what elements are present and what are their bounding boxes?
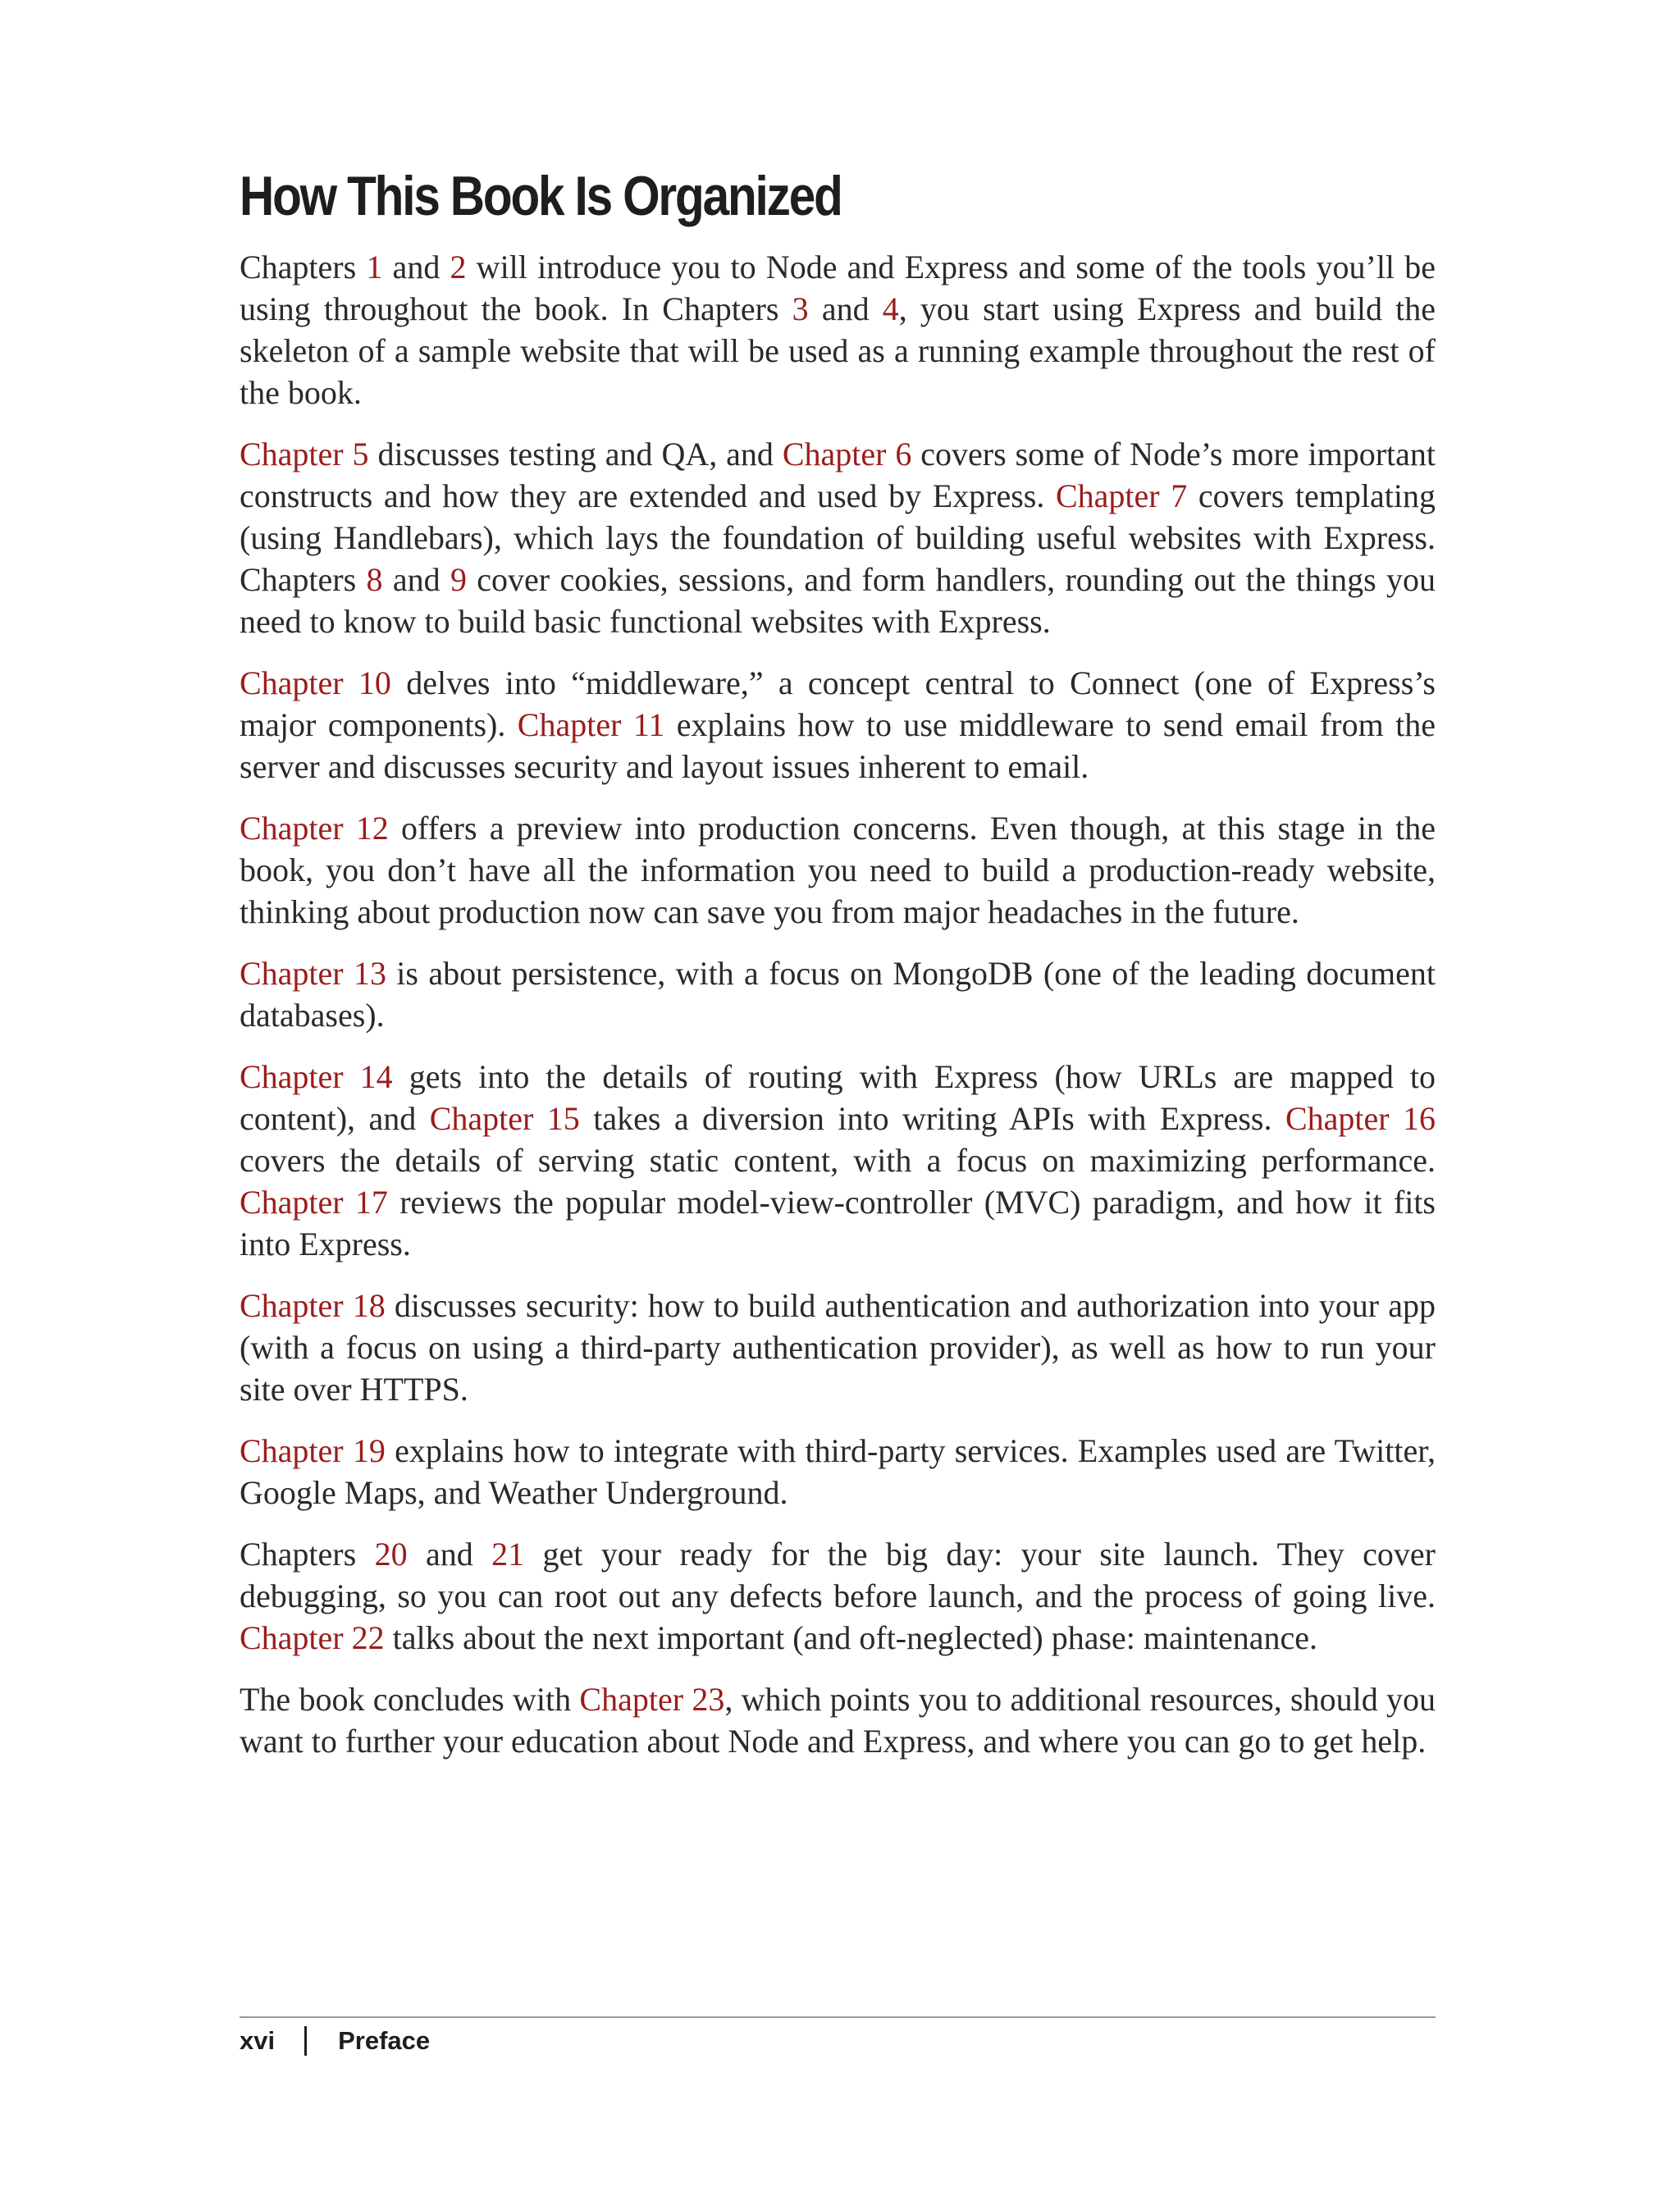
paragraph [240,1056,1436,1265]
body-text [240,246,1436,1762]
paragraph-text: takes a diversion into writing APIs with Express. [579,1100,1285,1138]
section-title: How This Book Is Organized [240,165,842,227]
chapter-link[interactable]: Chapter 17 [240,1184,388,1221]
paragraph [240,433,1436,642]
chapter-link[interactable]: 1 [366,249,383,286]
paragraph-text: discusses testing and QA, and [368,436,783,473]
paragraph-text: The book concludes with [240,1681,580,1719]
footer-section-name: Preface [338,2026,431,2055]
paragraph-text: explains how to use middleware to send email from the server and discusses security and layout issues inherent to email. [240,706,1436,786]
paragraph-text: is about persistence, with a focus on MongoDB (one of the leading document databases). [240,955,1436,1034]
chapter-link[interactable]: Chapter 19 [240,1432,386,1470]
footer-divider [240,2016,1436,2018]
paragraph-text: , which points you to additional resources, should you want to further your education about Node and Express, and where you can go to get help. [240,1681,1436,1760]
chapter-link[interactable]: Chapter 14 [240,1058,393,1096]
chapter-link[interactable]: 20 [374,1536,408,1573]
chapter-link[interactable]: Chapter 13 [240,955,386,993]
footer-separator [304,2026,307,2056]
paragraph-text: cover cookies, sessions, and form handlers, rounding out the things you need to know to build basic functional websites with Express. [240,561,1436,641]
paragraph-text: discusses security: how to build authentication and authorization into your app (with a focus on using a third-party authentication provider), as well as how to run your site over HTTPS. [240,1287,1436,1408]
chapter-link[interactable]: Chapter 15 [429,1100,580,1138]
paragraph-text: and [808,290,883,328]
paragraph-text: get your ready for the big day: your site launch. They cover debugging, so you can root out any defects before launch, and the process of going live. [240,1536,1436,1615]
chapter-link[interactable]: Chapter 7 [1055,477,1188,515]
paragraph [240,1678,1436,1762]
paragraph-text: reviews the popular model-view-controller (MVC) paradigm, and how it fits into Express. [240,1184,1436,1263]
paragraph-text: covers the details of serving static content, with a focus on maximizing performance. [240,1142,1436,1180]
chapter-link[interactable]: Chapter 11 [517,706,665,744]
paragraph [240,246,1436,413]
page-content [240,164,1436,1782]
chapter-link[interactable]: Chapter 22 [240,1619,385,1657]
paragraph [240,807,1436,933]
paragraph-text: will introduce you to Node and Express and some of the tools you’ll be using throughout the book. In Chapters [240,249,1436,328]
paragraph-text: , you start using Express and build the skeleton of a sample website that will be used as a running example throughout the rest of the book. [240,290,1436,412]
paragraph-text: and [382,249,450,286]
chapter-link[interactable]: Chapter 5 [240,436,369,473]
chapter-link[interactable]: 4 [882,290,899,328]
paragraph-text: delves into “middleware,” a concept central to Connect (one of Express’s major components). [240,664,1436,744]
chapter-link[interactable]: Chapter 6 [782,436,912,473]
page-footer [240,2026,430,2056]
paragraph [240,1285,1436,1410]
chapter-link[interactable]: Chapter 23 [579,1681,725,1719]
paragraph [240,1533,1436,1659]
chapter-link[interactable]: Chapter 18 [240,1287,386,1325]
paragraph [240,1430,1436,1513]
paragraph-text: explains how to integrate with third-party services. Examples used are Twitter, Google Maps, and Weather Underground. [240,1432,1436,1512]
chapter-link[interactable]: 21 [491,1536,525,1573]
paragraph-text: offers a preview into production concerns. Even though, at this stage in the book, you don’t have all the information you need to build a production-ready website, thinking about production now can save you from major headaches in the future. [240,810,1436,931]
paragraph-text: talks about the next important (and oft-neglected) phase: maintenance. [384,1619,1317,1657]
paragraph-text: and [382,561,450,599]
chapter-link[interactable]: 2 [450,249,467,286]
paragraph-text: and [407,1536,492,1573]
paragraph-text: gets into the details of routing with Express (how URLs are mapped to content), and [240,1058,1436,1138]
paragraph [240,952,1436,1036]
chapter-link[interactable]: Chapter 10 [240,664,391,702]
paragraph-text: Chapters [240,249,367,286]
paragraph-text: Chapters [240,1536,375,1573]
chapter-link[interactable]: Chapter 12 [240,810,389,847]
paragraph [240,662,1436,788]
page-number: xvi [240,2026,276,2055]
chapter-link[interactable]: Chapter 16 [1285,1100,1436,1138]
chapter-link[interactable]: 3 [792,290,809,328]
paragraph-text: covers some of Node’s more important constructs and how they are extended and used by Express. [240,436,1436,515]
chapter-link[interactable]: 9 [450,561,467,599]
chapter-link[interactable]: 8 [366,561,383,599]
paragraph-text: covers templating (using Handlebars), which lays the foundation of building useful websites with Express. Chapters [240,477,1436,599]
